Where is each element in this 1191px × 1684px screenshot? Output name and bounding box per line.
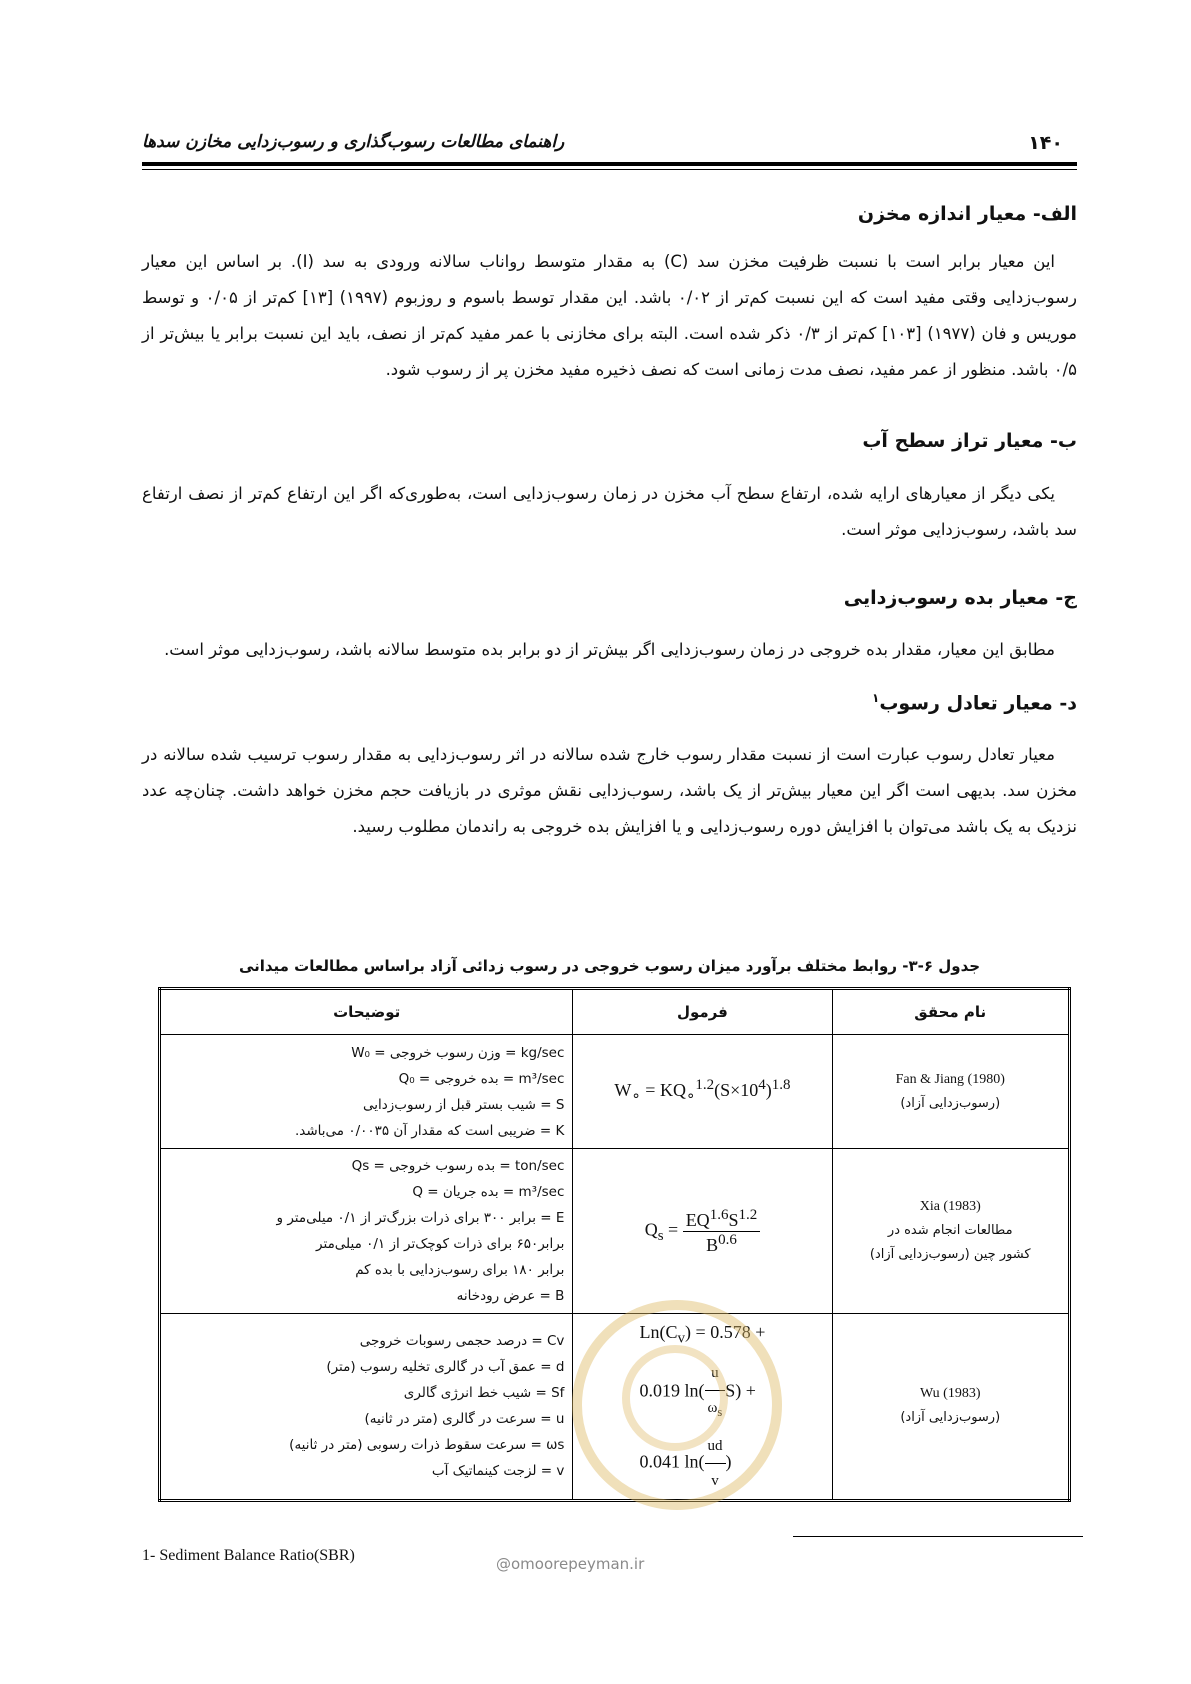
- researcher-name: Fan & Jiang (1980): [895, 1071, 1005, 1087]
- table-caption: جدول ۶-۳- روابط مختلف برآورد میزان رسوب خروجی در رسوب زدائی آزاد براساس مطالعات میدانی: [238, 957, 981, 975]
- section-heading: الف- معیار اندازه مخزن: [857, 203, 1077, 225]
- desc-line: برابر۶۵۰ برای ذرات کوچک‌تر از ۰/۱ میلی‌متر: [316, 1236, 565, 1252]
- desc-line: v = لزجت کینماتیک آب: [431, 1463, 565, 1480]
- footnote-rule: [793, 1536, 1083, 1537]
- desc-line: d = عمق آب در گالری تخلیه رسوب (متر): [326, 1359, 565, 1376]
- section-c-body: [142, 632, 1077, 668]
- desc-line: E = برابر ۳۰۰ برای ذرات بزرگ‌تر از ۰/۱ میلی‌متر و: [276, 1210, 565, 1226]
- description-cell: [160, 1149, 573, 1314]
- researcher-name: Xia (1983): [919, 1199, 981, 1214]
- formula-wu: $Ln(C_v) = 0.578$ + 0.019 ln( $\frac{u}{\omega_s}$ S) + 0.041 ln( $\frac{ud}{v}$ ): [639, 1322, 766, 1489]
- section-heading: ج- معیار بده رسوب‌زدایی: [843, 587, 1077, 609]
- paragraph: معیار تعادل رسوب عبارت است از نسبت مقدار رسوب خارج شده سالانه در اثر رسوب‌زدایی به مقدار رسوب ترسیب شده سالانه در مخزن سد. بدیهی است اگر این معیار بیش‌تر از یک باشد، رسوب‌زدایی نقش موثری در بازیافت حجم مخزن خواهد داشت. چنان‌چه عدد نزدیک به یک باشد می‌توان با افزایش دوره رسوب‌زدایی و یا افزایش بده خروجی به راندمان مطلوب رسید.: [142, 745, 1077, 836]
- paragraph: یکی دیگر از معیارهای ارایه شده، ارتفاع سطح آب مخزن در زمان رسوب‌زدایی است، به‌طوری‌که اگر این ارتفاع کم‌تر از نصف ارتفاع سد باشد، رسوب‌زدایی موثر است.: [142, 484, 1077, 539]
- footnote: 1- Sediment Balance Ratio(SBR): [142, 1547, 355, 1564]
- section-a: [142, 203, 1077, 225]
- formula-xia: $Q_s$ = $\frac{EQ^{1.6}S^{1.2}}{B^{0.6}}$: [645, 1207, 761, 1256]
- section-b-body: [142, 476, 1077, 548]
- section-b: [142, 430, 1077, 452]
- desc-line: kg/sec = وزن رسوب خروجی = W₀: [351, 1044, 565, 1061]
- desc-line: S = شیب بستر قبل از رسوب‌زدایی: [362, 1096, 565, 1113]
- header-desc: توضیحات: [160, 989, 573, 1035]
- header-name: نام محقق: [832, 989, 1070, 1035]
- formula-cell: [573, 1035, 832, 1149]
- researcher-cell: [832, 1149, 1070, 1314]
- desc-line: ωs = سرعت سقوط ذرات رسوبی (متر در ثانیه): [289, 1437, 565, 1454]
- formula-cell: [573, 1149, 832, 1314]
- desc-line: m³/sec = بده جریان = Q: [412, 1184, 565, 1200]
- header-formula: فرمول: [573, 989, 832, 1035]
- section-c: [142, 587, 1077, 609]
- page-number: ۱۴۰: [1028, 132, 1063, 154]
- desc-line: B = عرض رودخانه: [456, 1288, 565, 1304]
- footnote-ref: ۱: [872, 691, 880, 705]
- paragraph: این معیار برابر است با نسبت ظرفیت مخزن سد (C) به مقدار متوسط رواناب سالانه ورودی به سد (I). بر اساس این معیار رسوب‌زدایی وقتی مفید است که این نسبت کم‌تر از ۰/۰۲ باشد. این مقدار توسط باسوم و روزبوم (۱۹۹۷) [۱۳] کم‌تر از ۰/۰۵ و توسط موریس و فان (۱۹۷۷) [۱۰۳] کم‌تر از ۰/۳ ذکر شده است. البته برای مخازنی با عمر مفید کم‌تر از نصف، باید این نسبت برابر یا بیش‌تر از ۰/۵ باشد. منظور از عمر مفید، نصف مدت زمانی است که نصف ذخیره مفید مخزن پر از رسوب شود.: [142, 252, 1077, 379]
- desc-line: Sf = شیب خط انرژی گالری: [403, 1385, 565, 1402]
- description-cell: [160, 1035, 573, 1149]
- header-rule: [142, 162, 1077, 166]
- watermark-text: @omoorepeyman.ir: [496, 1555, 645, 1573]
- watermark-gear-icon: [622, 1345, 728, 1451]
- table-header-row: [160, 989, 1070, 1035]
- section-d: [142, 691, 1077, 714]
- section-heading-text: د- معیار تعادل رسوب: [879, 692, 1077, 715]
- researcher-note: (رسوب‌زدایی آزاد): [900, 1410, 1001, 1426]
- researcher-cell: [832, 1314, 1070, 1501]
- table-row: [160, 1149, 1070, 1314]
- running-title: راهنمای مطالعات رسوب‌گذاری و رسوب‌زدایی مخازن سدها: [142, 132, 565, 152]
- desc-line: K = ضریبی است که مقدار آن ۰/۰۰۳۵ می‌باشد.: [294, 1122, 565, 1139]
- desc-line: u = سرعت در گالری (متر در ثانیه): [364, 1411, 565, 1428]
- desc-line: ton/sec = بده رسوب خروجی = Qs: [351, 1158, 565, 1174]
- researcher-name: Wu (1983): [920, 1386, 981, 1402]
- section-a-body: [142, 244, 1077, 388]
- desc-line: m³/sec = بده خروجی = Q₀: [398, 1070, 565, 1087]
- description-cell: [160, 1314, 573, 1501]
- header-rule-thin: [142, 169, 1077, 170]
- researcher-cell: [832, 1035, 1070, 1149]
- desc-line: Cv = درصد حجمی رسوبات خروجی: [359, 1333, 565, 1350]
- section-heading: [142, 691, 1077, 714]
- researcher-note: مطالعات انجام شده در: [887, 1223, 1013, 1238]
- section-heading: ب- معیار تراز سطح آب: [862, 430, 1077, 452]
- paragraph: مطابق این معیار، مقدار بده خروجی در زمان رسوب‌زدایی اگر بیش‌تر از دو برابر بده متوسط سالانه باشد، رسوب‌زدایی موثر است.: [164, 640, 1055, 659]
- desc-line: برابر ۱۸۰ برای رسوب‌زدایی با بده کم: [355, 1262, 565, 1278]
- table-row: [160, 1035, 1070, 1149]
- section-d-body: [142, 737, 1077, 845]
- formula-fan-jiang: $W_\circ = KQ_\circ^{1.2}(S\times 10^4)^{1.8}$: [614, 1077, 791, 1105]
- researcher-note: (رسوب‌زدایی آزاد): [900, 1095, 1001, 1111]
- researcher-note: کشور چین (رسوب‌زدایی آزاد): [869, 1247, 1031, 1262]
